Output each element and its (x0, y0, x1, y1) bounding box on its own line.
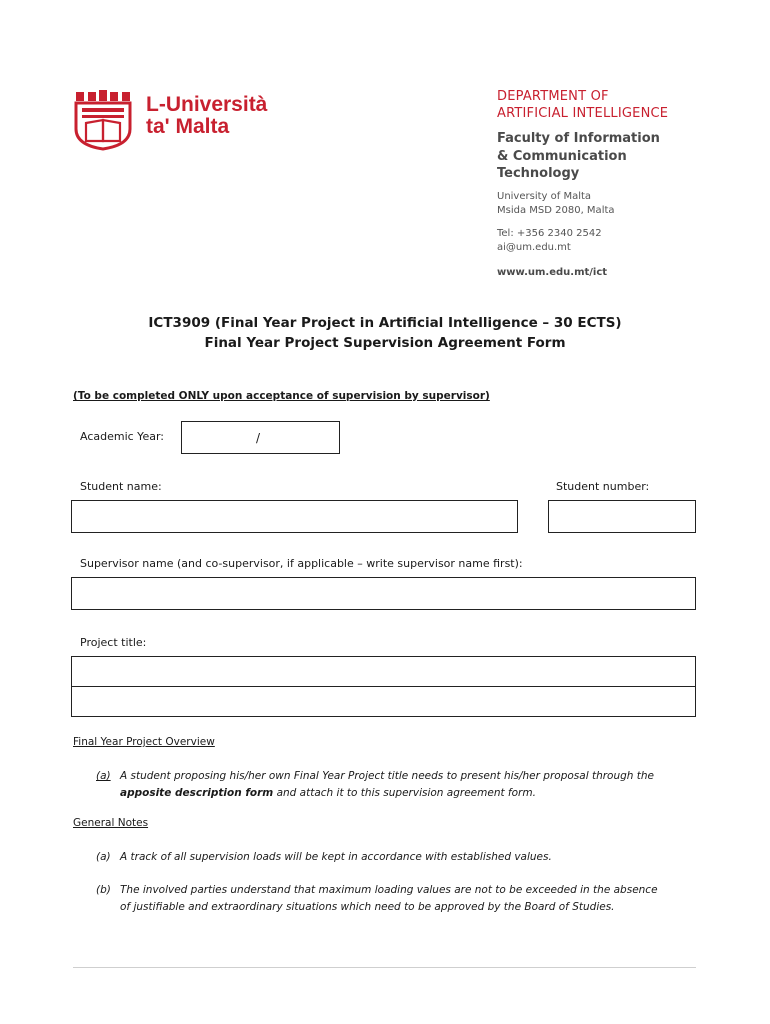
supervisor-label: Supervisor name (and co-supervisor, if applicable – write supervisor name first): (80, 557, 523, 570)
university-wordmark (146, 94, 267, 138)
overview-item-a-text2: and attach it to this supervision agreement form. (273, 787, 536, 799)
title-line2: Final Year Project Supervision Agreement Form (204, 335, 566, 351)
faculty-name (497, 130, 757, 183)
overview-heading: Final Year Project Overview (73, 736, 215, 748)
contact-details (497, 227, 757, 255)
department-line1: DEPARTMENT OF (497, 89, 609, 104)
wordmark-line1: L-Università (146, 93, 268, 116)
department-line2: ARTIFICIAL INTELLIGENCE (497, 106, 669, 121)
department-letterhead (497, 88, 757, 280)
wordmark-line2: ta' Malta (146, 115, 230, 138)
telephone: Tel: +356 2340 2542 (497, 227, 602, 239)
university-crest-logo (72, 89, 134, 151)
general-notes-item-b (96, 882, 668, 916)
student-name-field[interactable] (71, 500, 518, 533)
postal-address (497, 190, 757, 218)
overview-item-a (96, 768, 696, 802)
project-title-label: Project title: (80, 636, 147, 649)
academic-year-field[interactable] (181, 421, 340, 454)
faculty-line3: Technology (497, 166, 580, 181)
notes-item-a-marker: (a) (96, 851, 111, 863)
email-address: ai@um.edu.mt (497, 241, 571, 253)
general-notes-heading: General Notes (73, 817, 149, 829)
faculty-line1: Faculty of Information (497, 131, 660, 146)
academic-year-separator: / (256, 431, 261, 445)
student-number-label: Student number: (556, 480, 650, 493)
project-title-field-line2[interactable] (71, 686, 696, 717)
faculty-line2: & Communication (497, 148, 627, 164)
footer-divider (73, 967, 696, 968)
overview-item-a-bold: apposite description form (120, 787, 274, 799)
student-number-field[interactable] (548, 500, 696, 533)
notes-item-b-marker: (b) (96, 884, 111, 896)
academic-year-label: Academic Year: (80, 430, 164, 443)
form-title (0, 313, 770, 353)
general-notes-item-a (96, 849, 696, 866)
overview-item-a-marker: (a) (96, 770, 111, 782)
department-name (497, 88, 757, 122)
notes-item-a-text: A track of all supervision loads will be kept in accordance with established values. (120, 851, 552, 863)
student-name-label: Student name: (80, 480, 162, 493)
project-title-field-line1[interactable] (71, 656, 696, 687)
website-url: www.um.edu.mt/ict (497, 266, 608, 278)
title-line1: ICT3909 (Final Year Project in Artificial Intelligence – 30 ECTS) (148, 315, 622, 331)
completion-instruction: (To be completed ONLY upon acceptance of supervision by supervisor) (73, 390, 490, 402)
overview-item-a-text1: A student proposing his/her own Final Year Project title needs to present his/her proposal through the (120, 770, 655, 782)
notes-item-b-text: The involved parties understand that maximum loading values are not to be exceeded in the absence of justifiable and extraordinary situations which need to be approved by the Board of Studies. (120, 884, 658, 913)
address-line1: University of Malta (497, 190, 592, 202)
address-line2: Msida MSD 2080, Malta (497, 204, 615, 216)
supervisor-name-field[interactable] (71, 577, 696, 610)
